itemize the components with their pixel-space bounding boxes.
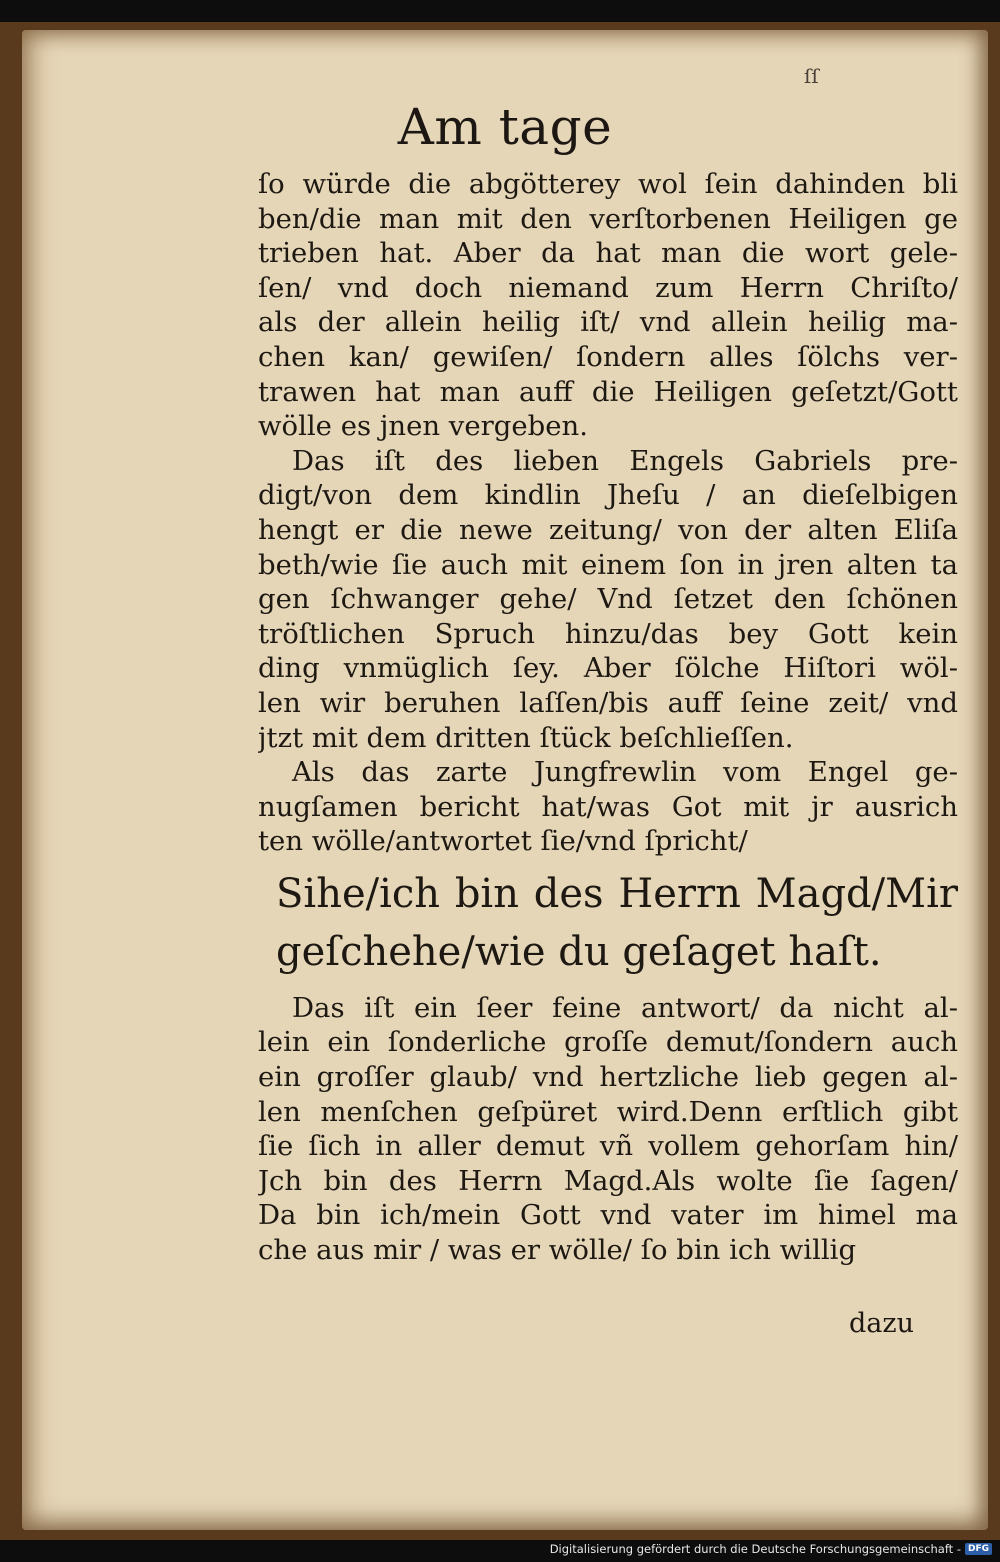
- dfg-logo: DFG: [965, 1543, 992, 1555]
- text-line: als der allein heilig iſt/ vnd allein heilig ma-: [258, 306, 958, 339]
- footer-credit-bar: [0, 1540, 992, 1558]
- text-line: jtzt mit dem dritten ſtück beſchlieſſen.: [258, 721, 794, 754]
- book-page: [22, 30, 988, 1530]
- scripture-quote: [276, 865, 958, 981]
- text-line: ben/die man mit den verſtorbenen Heiligen ge: [258, 202, 958, 235]
- quote-line: Sihe/ich bin des Herrn Magd/Mir: [276, 870, 958, 917]
- quote-line: geſchehe/wie du geſaget haſt.: [276, 928, 882, 975]
- text-block: [258, 167, 958, 1268]
- text-line: trawen hat man auff die Heiligen geſetzt/Gott: [258, 375, 958, 408]
- text-line: Das iſt ein ſeer feine antwort/ da nicht al-: [292, 991, 958, 1024]
- text-line: beth/wie ſie auch mit einem ſon in jren alten ta: [258, 548, 958, 581]
- catchword: dazu: [849, 1308, 914, 1339]
- text-line: ten wölle/antwortet ſie/vnd ſpricht/: [258, 825, 748, 858]
- text-line: che aus mir / was er wölle/ ſo bin ich willig: [258, 1234, 857, 1267]
- text-line: ſo würde die abgötterey wol ſein dahinden bli: [258, 168, 958, 200]
- text-line: ding vnmüglich ſey. Aber ſölche Hiſtori wöl-: [258, 652, 958, 685]
- text-line: len wir beruhen laſſen/bis auff ſeine zeit/ vnd: [258, 686, 958, 719]
- text-line: wölle es jnen vergeben.: [258, 410, 588, 443]
- closing-paragraph: [258, 991, 958, 1268]
- text-line: trieben hat. Aber da hat man die wort gele-: [258, 237, 958, 270]
- text-line: gen ſchwanger gehe/ Vnd ſetzet den ſchönen: [258, 583, 958, 616]
- body-paragraphs: [258, 167, 958, 859]
- text-line: ein groſſer glaub/ vnd hertzliche lieb gegen al-: [258, 1061, 958, 1094]
- footer-credit-text: Digitalisierung gefördert durch die Deutsche Forschungsgemeinschaft -: [549, 1542, 961, 1556]
- text-line: ſie ſich in aller demut vñ vollem gehorſam hin/: [258, 1130, 958, 1163]
- text-line: hengt er die newe zeitung/ von der alten Eliſa: [258, 513, 958, 546]
- text-line: nugſamen bericht hat/was Got mit jr ausrich: [258, 790, 958, 823]
- text-line: chen kan/ gewiſen/ ſondern alles ſölchs ver-: [258, 340, 958, 373]
- text-line: tröſtlichen Spruch hinzu/das bey Gott kein: [258, 617, 958, 650]
- text-line: lein ein ſonderliche groſſe demut/ſondern auch: [258, 1026, 958, 1059]
- text-line: Als das zarte Jungfrewlin vom Engel ge-: [292, 756, 958, 789]
- text-line: Da bin ich/mein Gott vnd vater im himel ma: [258, 1199, 958, 1232]
- text-line: ſen/ vnd doch niemand zum Herrn Chriſto/: [258, 271, 958, 304]
- ink-mark: ſſ: [804, 64, 819, 88]
- text-line: Das iſt des lieben Engels Gabriels pre-: [292, 444, 958, 477]
- text-line: len menſchen geſpüret wird.Denn erſtlich gibt: [258, 1095, 958, 1128]
- running-head: Am tage: [397, 98, 613, 156]
- text-line: Jch bin des Herrn Magd.Als wolte ſie ſagen/: [258, 1164, 958, 1197]
- text-line: digt/von dem kindlin Jheſu / an dieſelbigen: [258, 479, 958, 512]
